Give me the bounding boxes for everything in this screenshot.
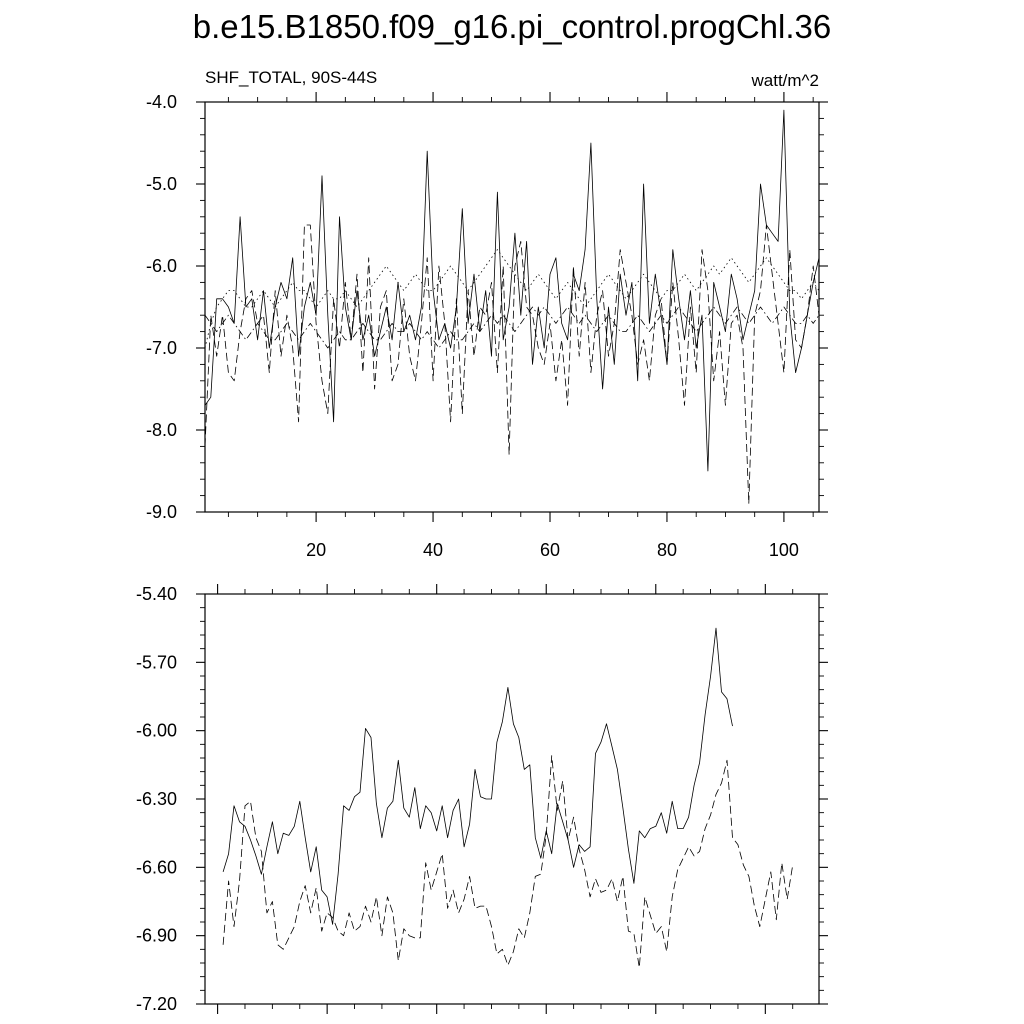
bottom-axes [136, 584, 828, 1014]
top-series-solid-line [205, 110, 819, 471]
bottom-series-solid-line [223, 628, 732, 924]
chart-main-title: b.e15.B1850.f09_g16.pi_control.progChl.36 [192, 8, 832, 45]
top-panel-left-title: SHF_TOTAL, 90S-44S [205, 68, 378, 87]
top-panel [146, 68, 828, 560]
top-xtick-label: 80 [656, 540, 677, 560]
bottom-ytick-label: -6.30 [135, 789, 177, 809]
top-xtick-label: 60 [539, 540, 561, 560]
bottom-series-dashed-line [223, 756, 793, 968]
bottom-ytick-label: -7.20 [135, 994, 177, 1014]
bottom-ytick-label: -6.60 [135, 857, 177, 878]
bottom-ytick-label: -5.70 [135, 652, 177, 673]
top-xtick-label: 40 [423, 540, 444, 560]
top-panel-frame [205, 102, 819, 512]
top-series-group [205, 110, 819, 504]
top-ytick-label: -5.0 [145, 174, 177, 194]
top-ytick-label: -4.0 [145, 92, 177, 112]
bottom-ytick-label: -6.90 [135, 925, 177, 946]
bottom-ytick-label: -6.00 [135, 720, 177, 741]
bottom-panel-frame [205, 594, 819, 1004]
top-ytick-label: -7.0 [145, 338, 177, 358]
top-ytick-label: -8.0 [145, 420, 177, 440]
bottom-ytick-label: -5.40 [135, 584, 177, 604]
top-panel-units: watt/m^2 [751, 71, 819, 90]
top-xtick-label: 100 [768, 540, 799, 560]
bottom-series-group [223, 628, 793, 967]
top-ytick-label: -6.0 [145, 256, 177, 276]
bottom-panel [136, 584, 828, 1014]
top-xtick-label: 20 [306, 540, 327, 560]
top-ytick-label: -9.0 [145, 502, 177, 522]
